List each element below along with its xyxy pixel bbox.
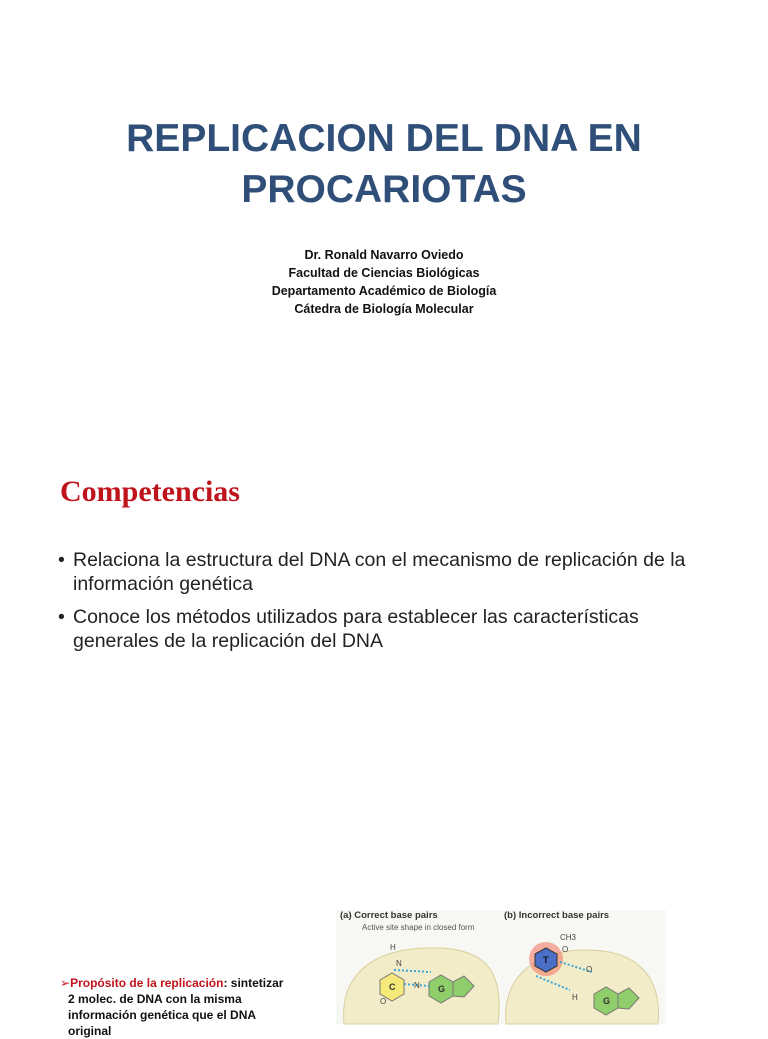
list-item [58,548,728,596]
bullet-text: Relaciona la estructura del DNA con el mecanismo de replicación de la información genética [73,549,686,595]
atom-label: G [603,996,611,1006]
atom-label: O [562,945,569,954]
competencias-list [58,548,728,662]
faculty-name: Facultad de Ciencias Biológicas [288,266,480,280]
purpose-line-1: sintetizar [227,976,284,990]
author-name: Dr. Ronald Navarro Oviedo [304,248,464,262]
department-name: Departamento Académico de Biología [271,284,497,298]
atom-label: O [380,997,387,1006]
bullet-marker: • [58,549,65,571]
competencias-slide [0,455,768,875]
atom-label: N [396,959,402,968]
purpose-label: Propósito de la replicación [70,976,224,990]
arrow-bullet-icon: ➢ [60,976,71,990]
section-heading: Competencias [60,475,240,508]
purpose-slide [0,895,768,1038]
bullet-marker: • [58,606,65,628]
title-line-2: PROCARIOTAS [241,168,527,211]
figure-label-a: (a) Correct base pairs [340,910,438,921]
atom-label: O [586,965,593,974]
atom-label: T [543,955,549,965]
title-slide [0,0,768,430]
atom-label: H [390,943,396,952]
atom-label: CH3 [560,933,577,942]
atom-label: H [572,993,578,1002]
purpose-colon: : [223,976,228,990]
atom-label: C [389,982,396,992]
title-line-1: REPLICACION DEL DNA EN [126,117,642,160]
figure-label-b: (b) Incorrect base pairs [504,910,610,921]
chair-name: Cátedra de Biología Molecular [294,302,474,316]
bullet-text: Conoce los métodos utilizados para establecer las características generales de la replicación del DNA [73,606,639,652]
purpose-line-3: información genética que el DNA [68,1008,257,1022]
atom-label: N [414,981,420,990]
purpose-line-2: 2 molec. de DNA con la misma [68,992,242,1006]
atom-label: G [438,984,446,994]
author-block [0,246,768,318]
purpose-line-4: original [68,1024,112,1038]
presentation-title [0,113,768,215]
figure-sublabel-a: Active site shape in closed form [362,923,475,932]
list-item [58,605,728,653]
purpose-text [60,975,290,1039]
base-pairs-figure [336,910,666,1024]
